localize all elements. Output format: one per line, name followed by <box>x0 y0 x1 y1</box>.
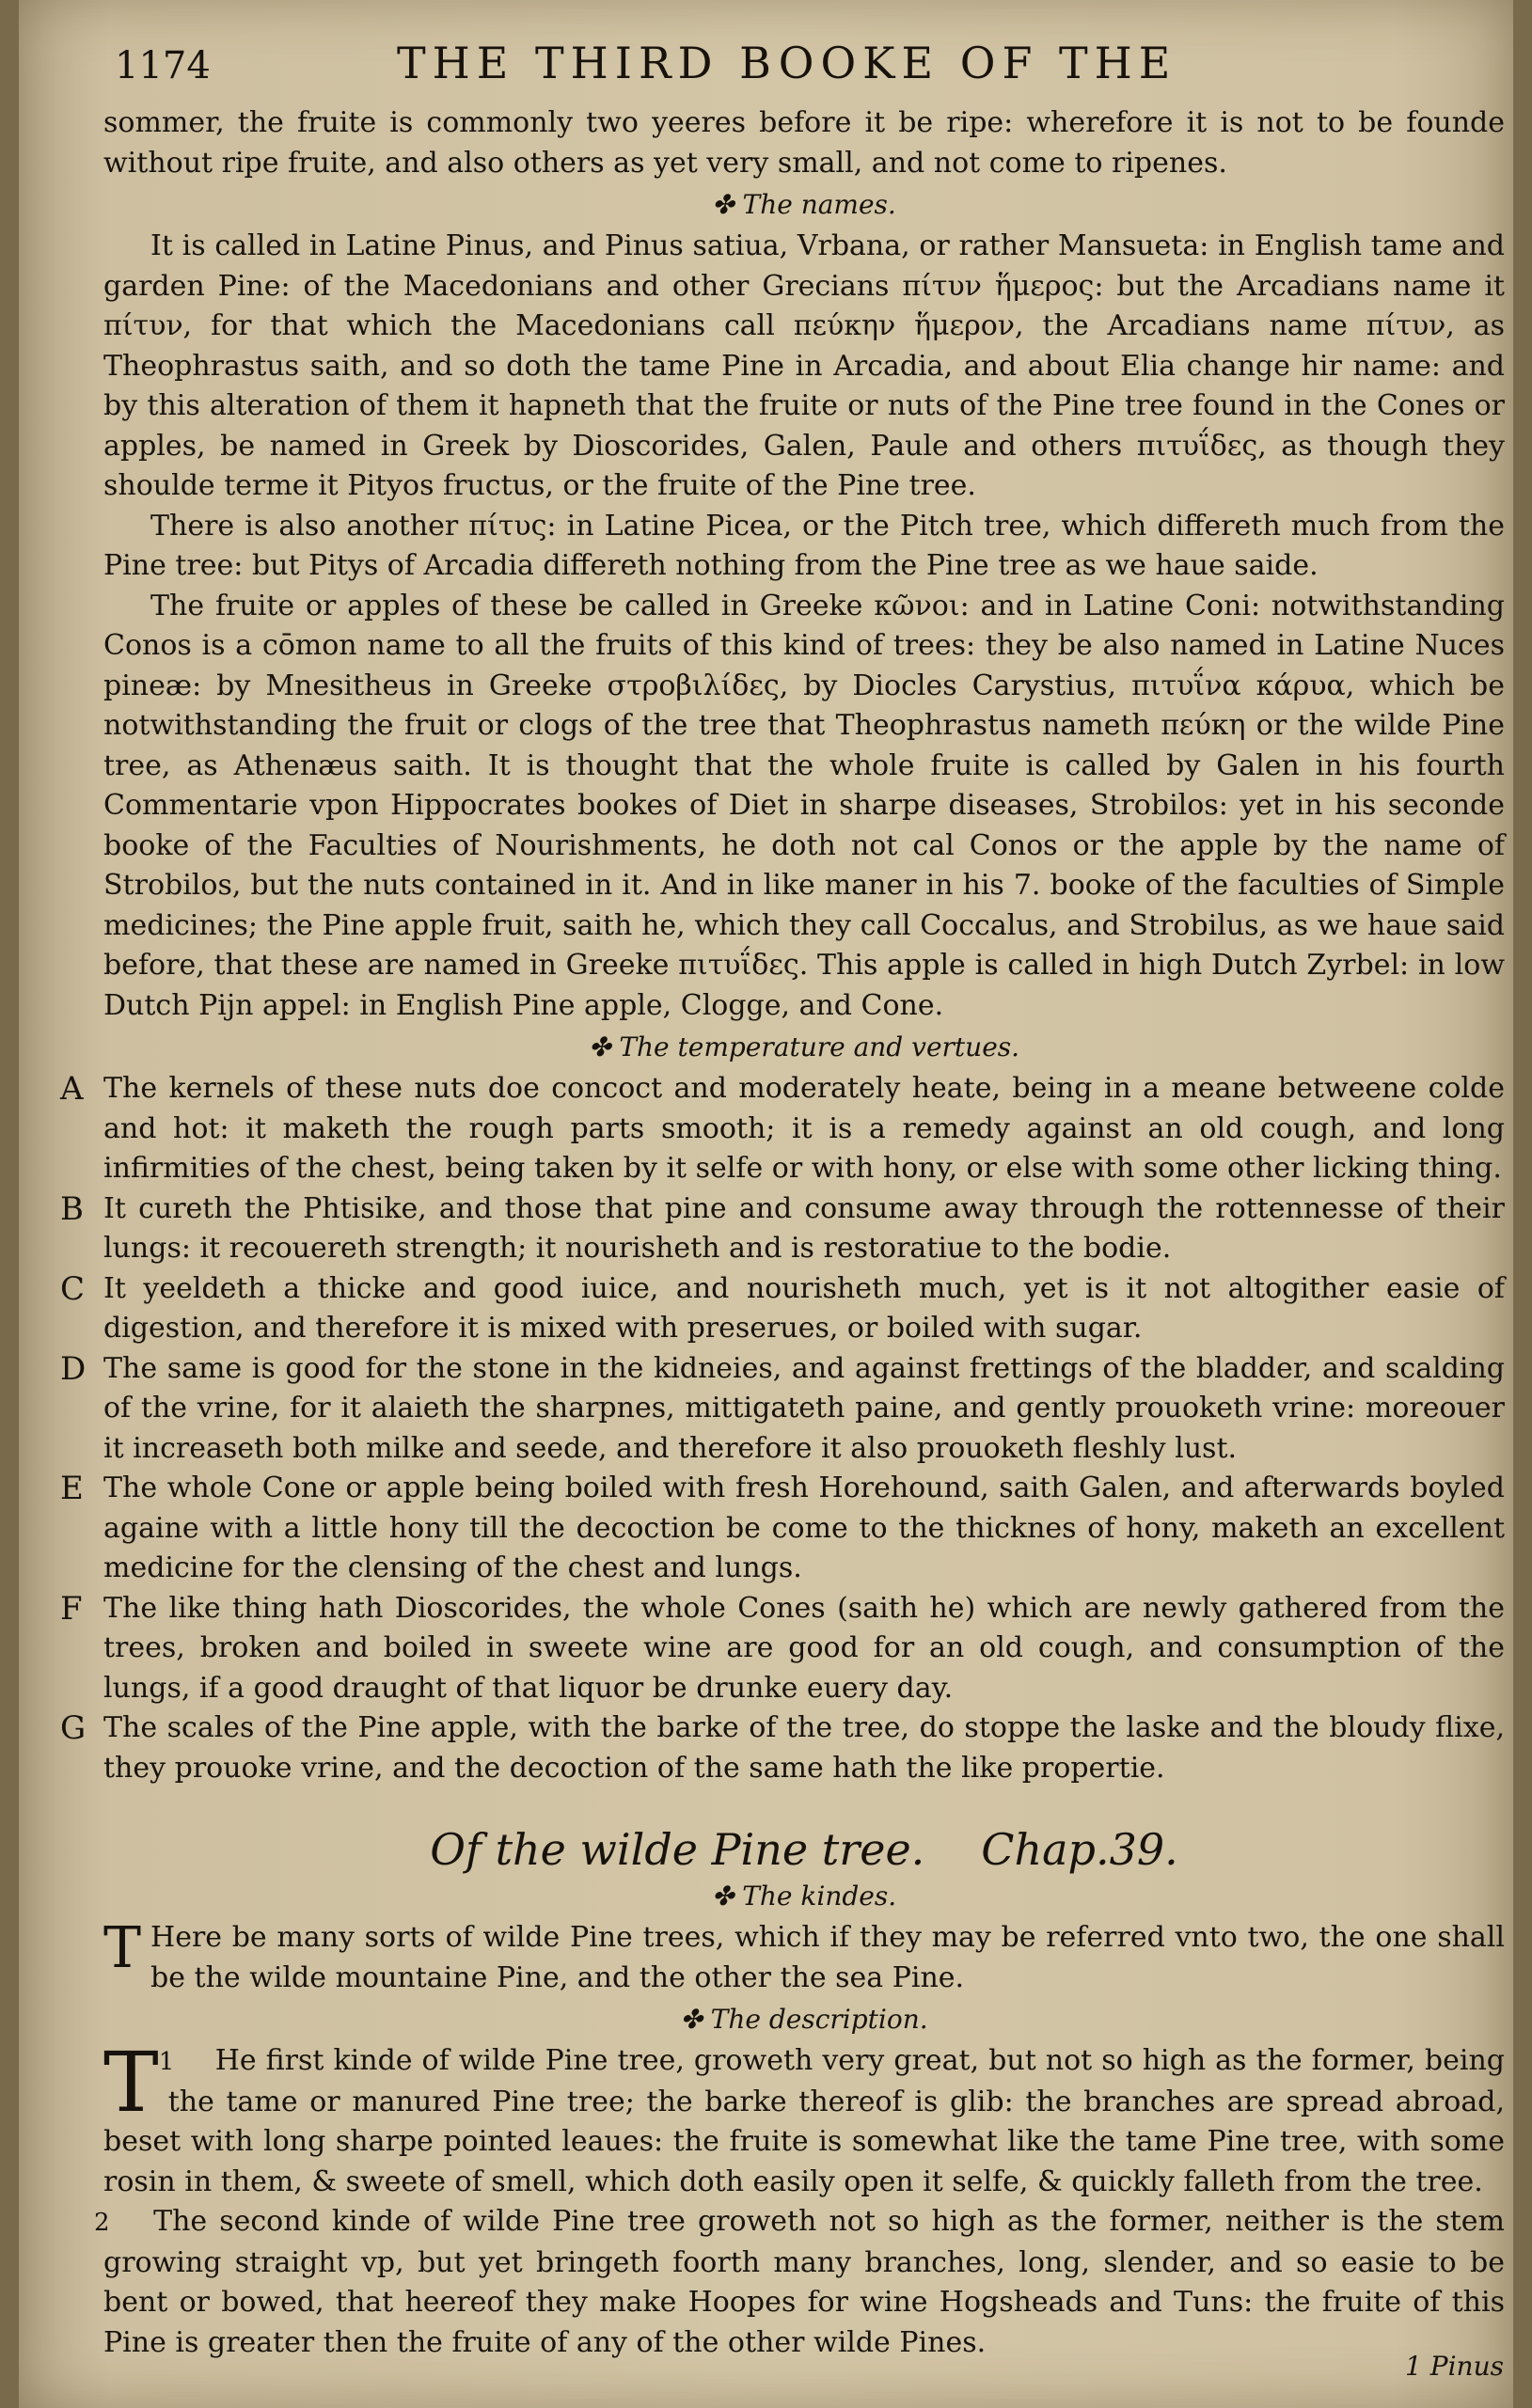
vertue-text: The whole Cone or apple being boiled with fresh Horehound, saith Galen, and afterwards boyled againe with a little hony till the decoction be come to the thicknes of hony, maketh an excellent medicine for the clensing of the chest and lungs. <box>103 1472 1505 1584</box>
vertue-text: The scales of the Pine apple, with the barke of the tree, do stoppe the laske and the bloudy flixe, they prouoke vrine, and the decoction of the same hath the like propertie. <box>103 1711 1505 1785</box>
kindes-heading: ✤ The kindes. <box>711 1881 897 1912</box>
vertue-item <box>60 1589 1505 1709</box>
temperature-heading: ✤ The temperature and vertues. <box>588 1031 1020 1062</box>
description-paragraph <box>103 2034 1505 2202</box>
page-content <box>60 38 1505 2363</box>
vertue-item <box>60 1349 1505 1470</box>
continuation-paragraph: sommer, the fruite is commonly two yeeres before it be ripe: wherefore it is not to be founde without ripe fruite, and also others as yet very small, and not come to ripenes. <box>103 106 1505 180</box>
drop-cap: T <box>103 2034 159 2131</box>
chapter-number: Chap.39. <box>981 1824 1178 1875</box>
catchword: 1 Pinus <box>1405 2351 1504 2382</box>
vertue-item <box>60 1269 1505 1349</box>
vertue-text: It cureth the Phtisike, and those that pine and consume away through the rottennesse of their lungs: it recouereth strength; it nourisheth and is restoratiue to the bodie. <box>103 1191 1505 1265</box>
description-number: 2 <box>94 2209 110 2237</box>
vertue-letter: G <box>60 1709 87 1747</box>
book-page <box>19 0 1513 2408</box>
description-text: He first kinde of wilde Pine tree, groweth very great, but not so high as the former, being the tame or manured Pine tree; the barke thereof is glib: the branches are spread abroad, beset with long sharpe pointed leaues: the fruite is somewhat like the tame Pine tree, with some rosin in them, & sweete of smell, which doth easily open it selfe, & quickly falleth from the tree. <box>103 2044 1505 2198</box>
vertue-text: The same is good for the stone in the kidneies, and against frettings of the bladder, and scalding of the vrine, for it alaieth the sharpnes, mittigateth paine, and gently prouoketh vrine: moreouer it increaseth both milke and seede, and therefore it also prouoketh fleshly lust. <box>103 1351 1505 1465</box>
chapter-title: Of the wilde Pine tree. <box>430 1824 925 1875</box>
description-heading: ✤ The description. <box>680 2004 928 2035</box>
vertue-letter: F <box>60 1589 83 1628</box>
vertue-item <box>60 1469 1505 1589</box>
description-text: The second kinde of wilde Pine tree groweth not so high as the former, neither is the stem growing straight vp, but yet bringeth foorth many branches, long, slender, and so easie to be bent or bowed, that heereof they make Hoopes for wine Hogsheads and Tuns: the fruite of this Pine is greater then the fruite of any of the other wilde Pines. <box>103 2205 1505 2359</box>
vertue-letter: C <box>60 1269 86 1308</box>
names-heading: ✤ The names. <box>712 189 896 220</box>
vertue-letter: A <box>60 1070 84 1108</box>
chapter-heading <box>103 1815 1505 1875</box>
vertue-letter: B <box>60 1189 84 1228</box>
vertue-letter: E <box>60 1470 84 1507</box>
kindes-paragraph <box>103 1915 1505 1998</box>
vertue-item <box>60 1189 1505 1269</box>
description-paragraph <box>94 2202 1505 2363</box>
description-number: 1 <box>158 2048 175 2076</box>
vertue-letter: D <box>60 1349 87 1388</box>
names-paragraph: There is also another πίτυς: in Latine Picea, or the Pitch tree, which differeth much from the Pine tree: but Pitys of Arcadia differeth nothing from the Pine tree as we haue saide. <box>103 509 1505 582</box>
vertue-text: The kernels of these nuts doe concoct and moderately heate, being in a meane betweene colde and hot: it maketh the rough parts smooth; it is a remedy against an old cough, and long infirmities of the chest, being taken by it selfe or with hony, or else with some other licking thing. <box>103 1072 1505 1185</box>
vertue-item <box>60 1069 1505 1189</box>
vertue-item <box>60 1708 1505 1788</box>
names-paragraph: The fruite or apples of these be called in Greeke κῶνοι: and in Latine Coni: notwithstanding Conos is a cōmon name to all the fruits of this kind of trees: they be also named in Latine Nuces pineæ: by Mnesitheus in Greeke στροβιλίδες, by Diocles Carystius, πιτυΐνα κάρυα, which be notwithstanding the fruit or clogs of the tree that Theophrastus nameth πεύκη or the wilde Pine tree, as Athenæus saith. It is thought that the whole fruite is called by Galen in his fourth Commentarie vpon Hippocrates bookes of Diet in sharpe diseases, Strobilos: yet in his seconde booke of the Faculties of Nourishments, he doth not cal Conos or the apple by the name of Strobilos, but the nuts contained in it. And in like maner in his 7. booke of the faculties of Simple medicines; the Pine apple fruit, saith he, which they call Coccalus, and Strobilus, as we haue said before, that these are named in Greeke πιτυΐδες. This apple is called in high Dutch Zyrbel: in low Dutch Pijn appel: in English Pine apple, Clogge, and Cone. <box>103 589 1505 1022</box>
vertue-text: The like thing hath Dioscorides, the whole Cones (saith he) which are newly gathered from the trees, broken and boiled in sweete wine are good for an old cough, and consumption of the lungs, if a good draught of that liquor be drunke euery day. <box>103 1591 1505 1705</box>
names-paragraph: It is called in Latine Pinus, and Pinus satiua, Vrbana, or rather Mansueta: in English tame and garden Pine: of the Macedonians and other Grecians πίτυν ἥμερος: but the Arcadians name it πίτυν, for that which the Macedonians call πεύκην ἥμερον, the Arcadians name πίτυν, as Theophrastus saith, and so doth the tame Pine in Arcadia, and about Elia change hir name: and by this alteration of them it hapneth that the fruite or nuts of the Pine tree found in the Cones or apples, be named in Greek by Dioscorides, Galen, Paule and others πιτυΐδες, as though they shoulde terme it Pityos fructus, or the fruite of the Pine tree. <box>103 229 1505 502</box>
kindes-text: Here be many sorts of wilde Pine trees, which if they may be referred vnto two, the one shall be the wilde mountaine Pine, and the other the sea Pine. <box>150 1921 1505 1994</box>
drop-cap: T <box>103 1915 142 1981</box>
running-head <box>103 38 1505 103</box>
page-number: 1174 <box>115 44 211 87</box>
running-title: THE THIRD BOOKE OF THE <box>397 38 1177 88</box>
vertue-text: It yeeldeth a thicke and good iuice, and nourisheth much, yet is it not altogither easie of digestion, and therefore it is mixed with preserues, or boiled with sugar. <box>103 1271 1505 1345</box>
